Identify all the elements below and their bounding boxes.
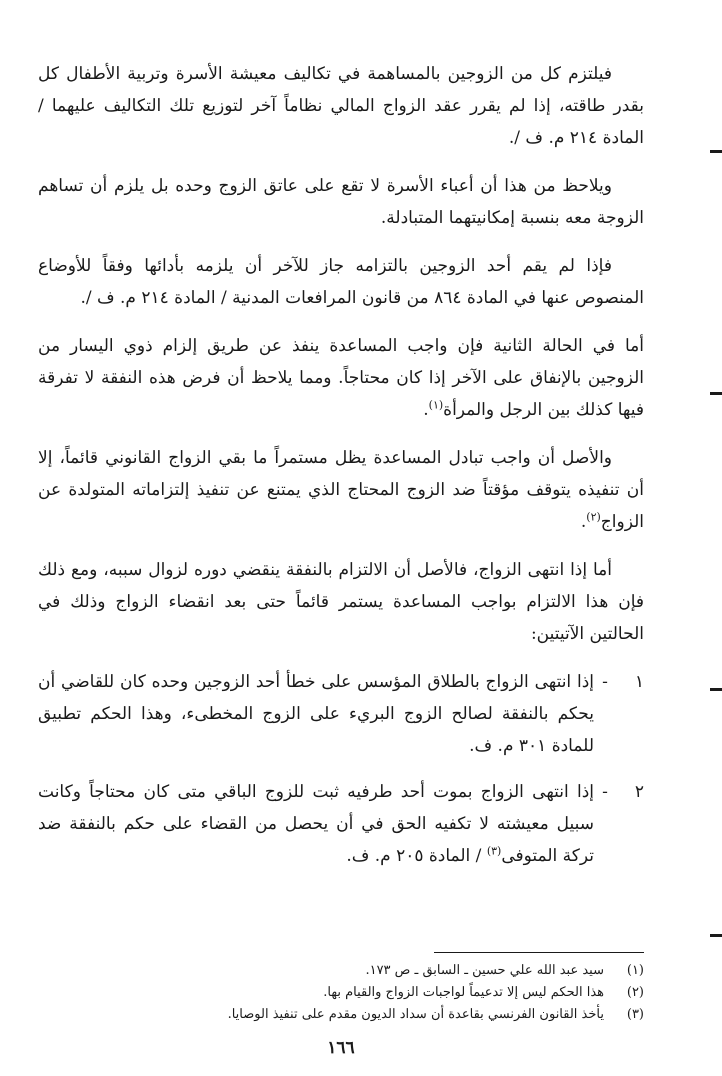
paragraph-6-text: أما إذا انتهى الزواج، فالأصل أن الالتزام بالنفقة ينقضي دوره لزوال سببه، ومع ذلك فإن هذا الالتزام بواجب المساعدة يستمر قائماً حتى بعد انقضاء الزواج وذلك في الحالتين الآتيتين:: [38, 560, 644, 644]
scan-edge-mark: [710, 392, 722, 395]
paragraph-3: [38, 250, 644, 314]
paragraph-5-end: .: [580, 512, 587, 532]
footnote-1-text: سيد عبد الله علي حسين ـ السابق ـ ص ١٧٣.: [365, 963, 604, 978]
list-item-2-dash: -: [602, 782, 608, 802]
footnote-2: [38, 982, 644, 1004]
footnote-divider: [434, 952, 644, 953]
page-body: [38, 58, 644, 1058]
footnote-3: [38, 1004, 644, 1026]
paragraph-4-end: .: [423, 400, 429, 420]
paragraph-1-text: فيلتزم كل من الزوجين بالمساهمة في تكاليف معيشة الأسرة وتربية الأطفال كل بقدر طاقته، إذا لم يقرر عقد الزواج المالي نظاماً آخر لتوزيع تلك التكاليف عليهما / المادة ٢١٤ م. ف /.: [38, 64, 644, 148]
footnotes: [38, 960, 644, 1026]
paragraph-4: [38, 330, 644, 426]
footnote-ref-1[interactable]: (١): [428, 398, 444, 412]
list-item-2-text: إذا انتهى الزواج بموت أحد طرفيه ثبت للزوج الباقي متى كان محتاجاً وكانت سبيل معيشته لا تكفيه الحق في أن يحصل من القضاء على حكم بالنفقة ضد تركة المتوفى: [38, 782, 594, 866]
list-item-2-text-wrap: [38, 776, 594, 872]
paragraph-3-text: فإذا لم يقم أحد الزوجين بالتزامه جاز للآخر أن يلزمه بأدائها وفقاً للأوضاع المنصوص عنها في المادة ٨٦٤ من قانون المرافعات المدنية / المادة ٢١٤ م. ف /.: [38, 256, 644, 308]
footnote-2-text: هذا الحكم ليس إلا تدعيماً لواجبات الزواج والقيام بها.: [323, 985, 604, 1000]
paragraph-5: [38, 442, 644, 538]
footnote-2-number: (٢): [626, 985, 644, 1000]
footnote-ref-3[interactable]: (٣): [486, 844, 502, 858]
footnote-3-number: (٣): [626, 1007, 644, 1022]
scan-edge-mark: [710, 150, 722, 153]
footnote-1-number: (١): [626, 963, 644, 978]
paragraph-4-text: أما في الحالة الثانية فإن واجب المساعدة ينفذ عن طريق إلزام ذوي اليسار من الزوجين بالإنفاق على الآخر إذا كان محتاجاً. ومما يلاحظ أن فرض هذه النفقة لا تفرقة فيها كذلك بين الرجل والمرأة: [38, 336, 644, 420]
scan-edge-mark: [710, 934, 722, 937]
list-item-1: [38, 666, 644, 762]
paragraph-6: [38, 554, 644, 650]
list-item-2: [38, 776, 644, 872]
footnote-ref-2[interactable]: (٢): [586, 510, 601, 524]
paragraph-2: [38, 170, 644, 234]
paragraph-5-text: والأصل أن واجب تبادل المساعدة يظل مستمراً ما بقي الزواج القانوني قائماً، إلا أن تنفيذه يتوقف مؤقتاً ضد الزوج المحتاج الذي يمتنع عن تنفيذ إلتزاماته المتولدة عن الزواج: [38, 448, 644, 532]
list-item-2-number: ٢: [634, 782, 644, 802]
paragraph-1: [38, 58, 644, 154]
page-number: ١٦٦: [327, 1038, 355, 1058]
footnote-1: [38, 960, 644, 982]
scan-edge-mark: [710, 688, 722, 691]
list-item-1-number: ١: [634, 672, 644, 692]
list-item-1-text: إذا انتهى الزواج بالطلاق المؤسس على خطأ أحد الزوجين وحده كان للقاضي أن يحكم بالنفقة لصالح الزوج البريء على الزوج المخطىء، وهذا الحكم تطبيق للمادة ٣٠١ م. ف.: [38, 672, 594, 756]
list-item-1-dash: -: [602, 672, 608, 692]
footnote-3-text: يأخذ القانون الفرنسي بقاعدة أن سداد الديون مقدم على تنفيذ الوصايا.: [227, 1007, 604, 1022]
list-item-2-tail: / المادة ٢٠٥ م. ف.: [346, 846, 487, 866]
paragraph-2-text: ويلاحظ من هذا أن أعباء الأسرة لا تقع على عاتق الزوج وحده بل يلزم أن تساهم الزوجة معه بنسبة إمكانيتهما المتبادلة.: [38, 176, 644, 228]
